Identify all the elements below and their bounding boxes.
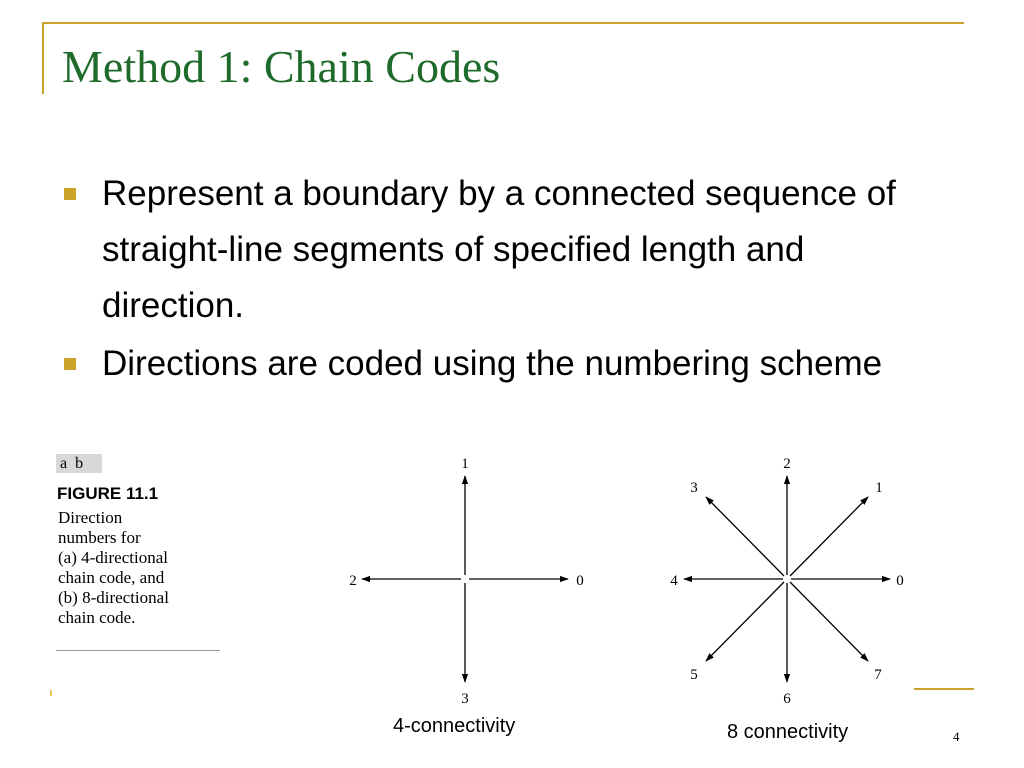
direction-label-sw: 5 bbox=[690, 667, 698, 683]
bullet-text: Represent a boundary by a connected sequence of straight-line segments of specified length and direction. bbox=[102, 174, 896, 325]
eight-direction-diagram bbox=[670, 456, 904, 707]
direction-label-down: 3 bbox=[461, 691, 469, 707]
direction-label-se: 7 bbox=[874, 667, 882, 683]
direction-label-e: 0 bbox=[896, 573, 904, 589]
figure-panel-tag: a b bbox=[56, 454, 102, 473]
direction-label-right: 0 bbox=[576, 573, 584, 589]
arrow-ne bbox=[790, 497, 868, 576]
arrow-se bbox=[790, 582, 868, 661]
slide-title: Method 1: Chain Codes bbox=[62, 41, 501, 92]
caption-line: chain code. bbox=[58, 608, 136, 627]
direction-label-nw: 3 bbox=[690, 480, 698, 496]
bullet-text: Directions are coded using the numbering scheme bbox=[102, 344, 883, 383]
caption-line: numbers for bbox=[58, 528, 141, 547]
direction-label-w: 4 bbox=[670, 573, 678, 589]
caption-line: (b) 8-directional bbox=[58, 588, 169, 607]
caption-line: (a) 4-directional bbox=[58, 548, 168, 567]
caption-line: Direction bbox=[58, 508, 123, 527]
direction-label-left: 2 bbox=[349, 573, 357, 589]
direction-label-up: 1 bbox=[461, 456, 469, 472]
direction-label-n: 2 bbox=[783, 456, 791, 472]
four-connectivity-label: 4-connectivity bbox=[393, 715, 516, 737]
direction-label-ne: 1 bbox=[875, 480, 883, 496]
direction-label-s: 6 bbox=[783, 691, 791, 707]
four-direction-diagram bbox=[349, 456, 584, 707]
page-number: 4 bbox=[953, 729, 960, 744]
figure-title: FIGURE 11.1 bbox=[57, 484, 159, 503]
arrow-nw bbox=[706, 497, 784, 576]
caption-line: chain code, and bbox=[58, 568, 165, 587]
eight-connectivity-label: 8 connectivity bbox=[727, 721, 849, 743]
arrow-sw bbox=[706, 582, 784, 661]
